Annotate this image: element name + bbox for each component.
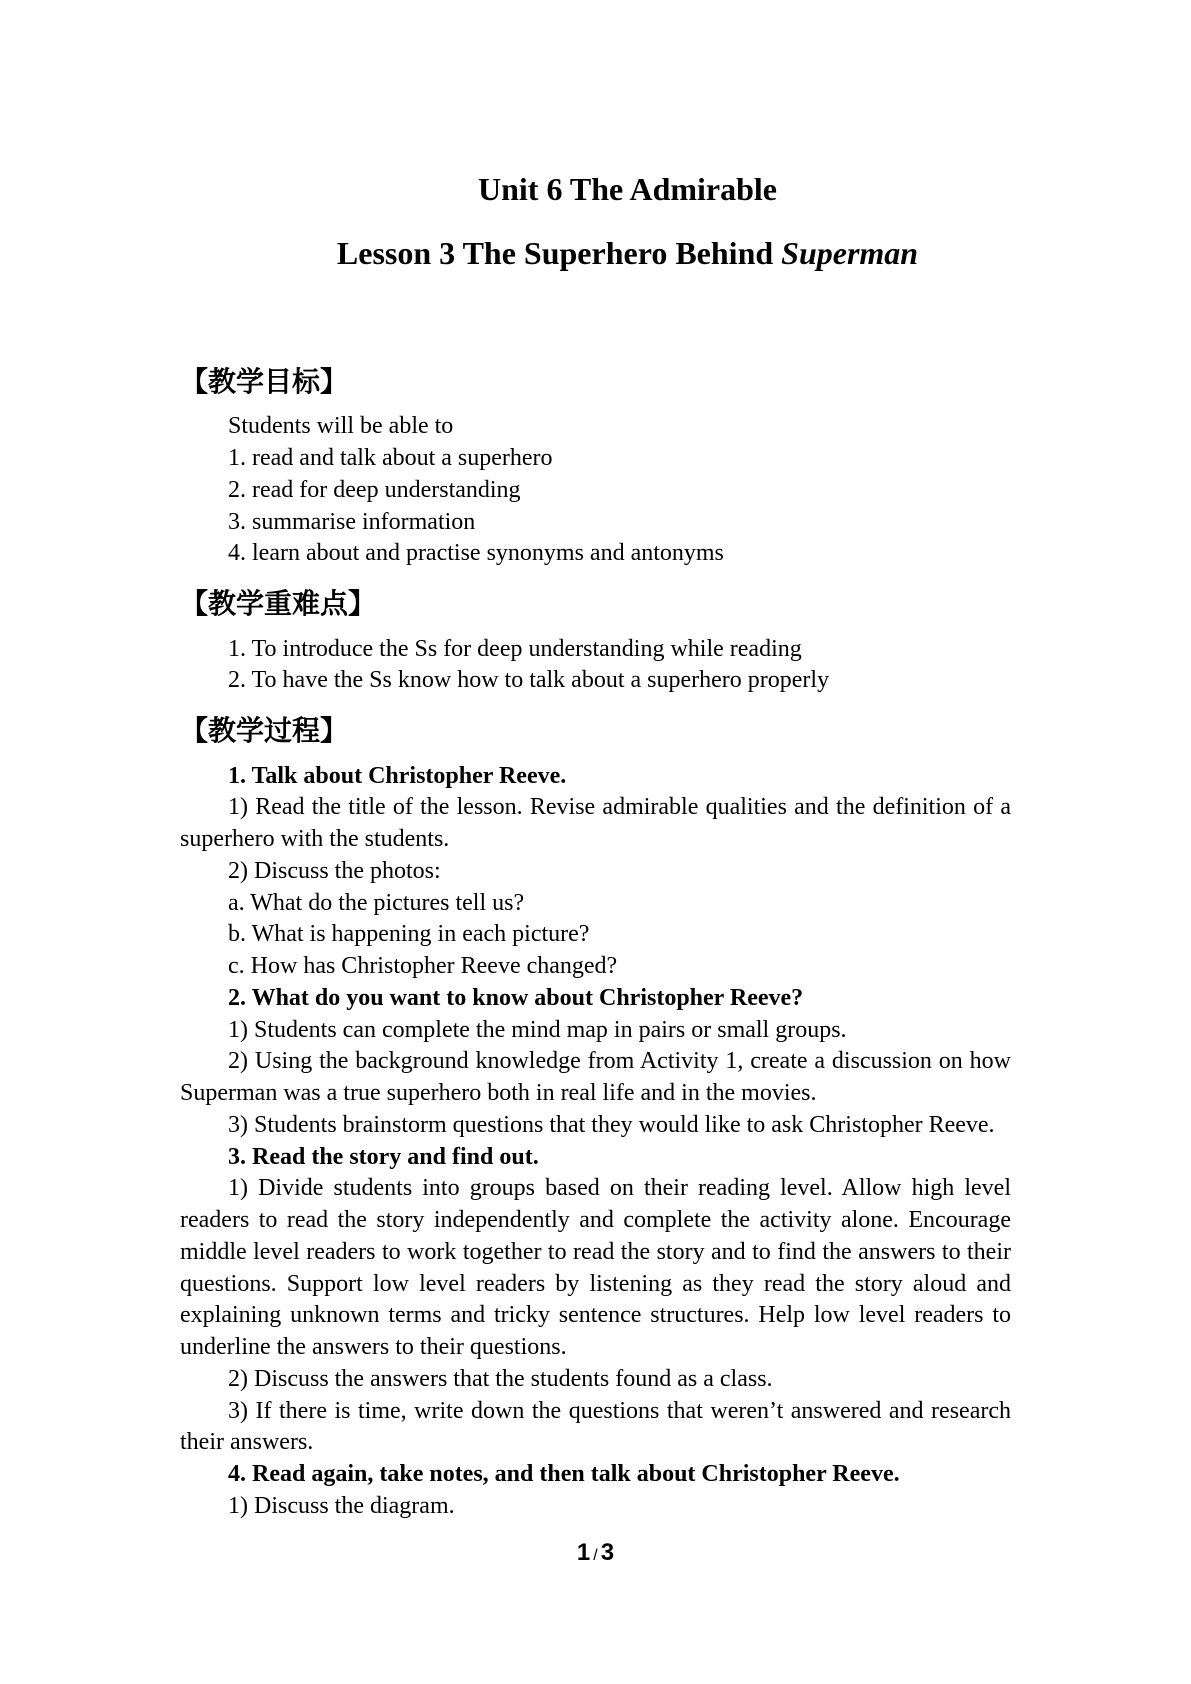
objective-item: 4. learn about and practise synonyms and antonyms [228,540,724,567]
procedure-step-title: 2. What do you want to know about Christopher Reeve? [228,984,804,1011]
procedure-step-title: 3. Read the story and find out. [228,1143,539,1170]
procedure-paragraph: 1) Divide students into groups based on their reading level. Allow high level readers to read the story independently and complete the activity alone. Encourage middle level readers to work together to read the story and to find the answers to their questions. Support low level readers by listening as they read the story aloud and explaining unknown terms and tricky sentence structures. Help low level readers to underline the answers to their questions. [180,1175,1011,1360]
procedure-step-2 [180,983,1011,1142]
document-subtitle [244,222,1011,286]
page-number-separator: / [593,1547,598,1564]
procedure-paragraph: 1) Discuss the diagram. [228,1492,455,1519]
page-number [0,1538,1191,1568]
document-title: Unit 6 The Admirable [478,171,777,207]
objectives-intro: Students will be able to [228,413,454,440]
section-heading-procedure: 【教学过程】 [180,714,349,747]
procedure-paragraph: 1) Read the title of the lesson. Revise admirable qualities and the definition of a superhero with the students. [180,794,1011,852]
procedure-step-1 [180,761,1011,983]
procedure-paragraph: 3) If there is time, write down the questions that weren’t answered and research their answers. [180,1397,1011,1456]
procedure-paragraph: a. What do the pictures tell us? [228,889,525,916]
procedure-paragraph: 2) Discuss the photos: [228,857,441,884]
objective-item: 3. summarise information [228,508,476,535]
objective-item: 2. read for deep understanding [228,476,521,503]
procedure-step-title: 1. Talk about Christopher Reeve. [228,762,567,789]
procedure-step-title: 4. Read again, take notes, and then talk about Christopher Reeve. [228,1461,900,1487]
procedure-paragraph: 1) Students can complete the mind map in pairs or small groups. [228,1016,847,1043]
procedure-paragraph: 2) Using the background knowledge from Activity 1, create a discussion on how Superman was a true superhero both in real life and in the movies. [180,1048,1011,1106]
section-heading-key-points: 【教学重难点】 [180,587,377,620]
title-block [180,158,1011,285]
section-procedure [180,697,1011,1523]
key-point-item: 1. To introduce the Ss for deep understanding while reading [228,635,802,662]
procedure-step-3 [180,1142,1011,1460]
document-body [180,348,1011,1523]
page-number-total: 3 [600,1539,615,1566]
section-key-points [180,570,1011,697]
section-heading-objectives: 【教学目标】 [180,364,349,398]
subtitle-emphasis: Superman [781,234,919,271]
subtitle-text: Lesson 3 The Superhero Behind [336,234,774,271]
procedure-paragraph: b. What is happening in each picture? [228,921,590,948]
procedure-paragraph: 3) Students brainstorm questions that they would like to ask Christopher Reeve. [228,1111,995,1138]
procedure-paragraph: 2) Discuss the answers that the students found as a class. [228,1365,773,1392]
procedure-step-4 [180,1459,1011,1523]
key-point-item: 2. To have the Ss know how to talk about a superhero properly [228,667,830,694]
section-objectives [180,348,1011,570]
page-number-current: 1 [576,1539,591,1566]
procedure-paragraph: c. How has Christopher Reeve changed? [228,953,618,979]
objective-item: 1. read and talk about a superhero [228,445,553,471]
